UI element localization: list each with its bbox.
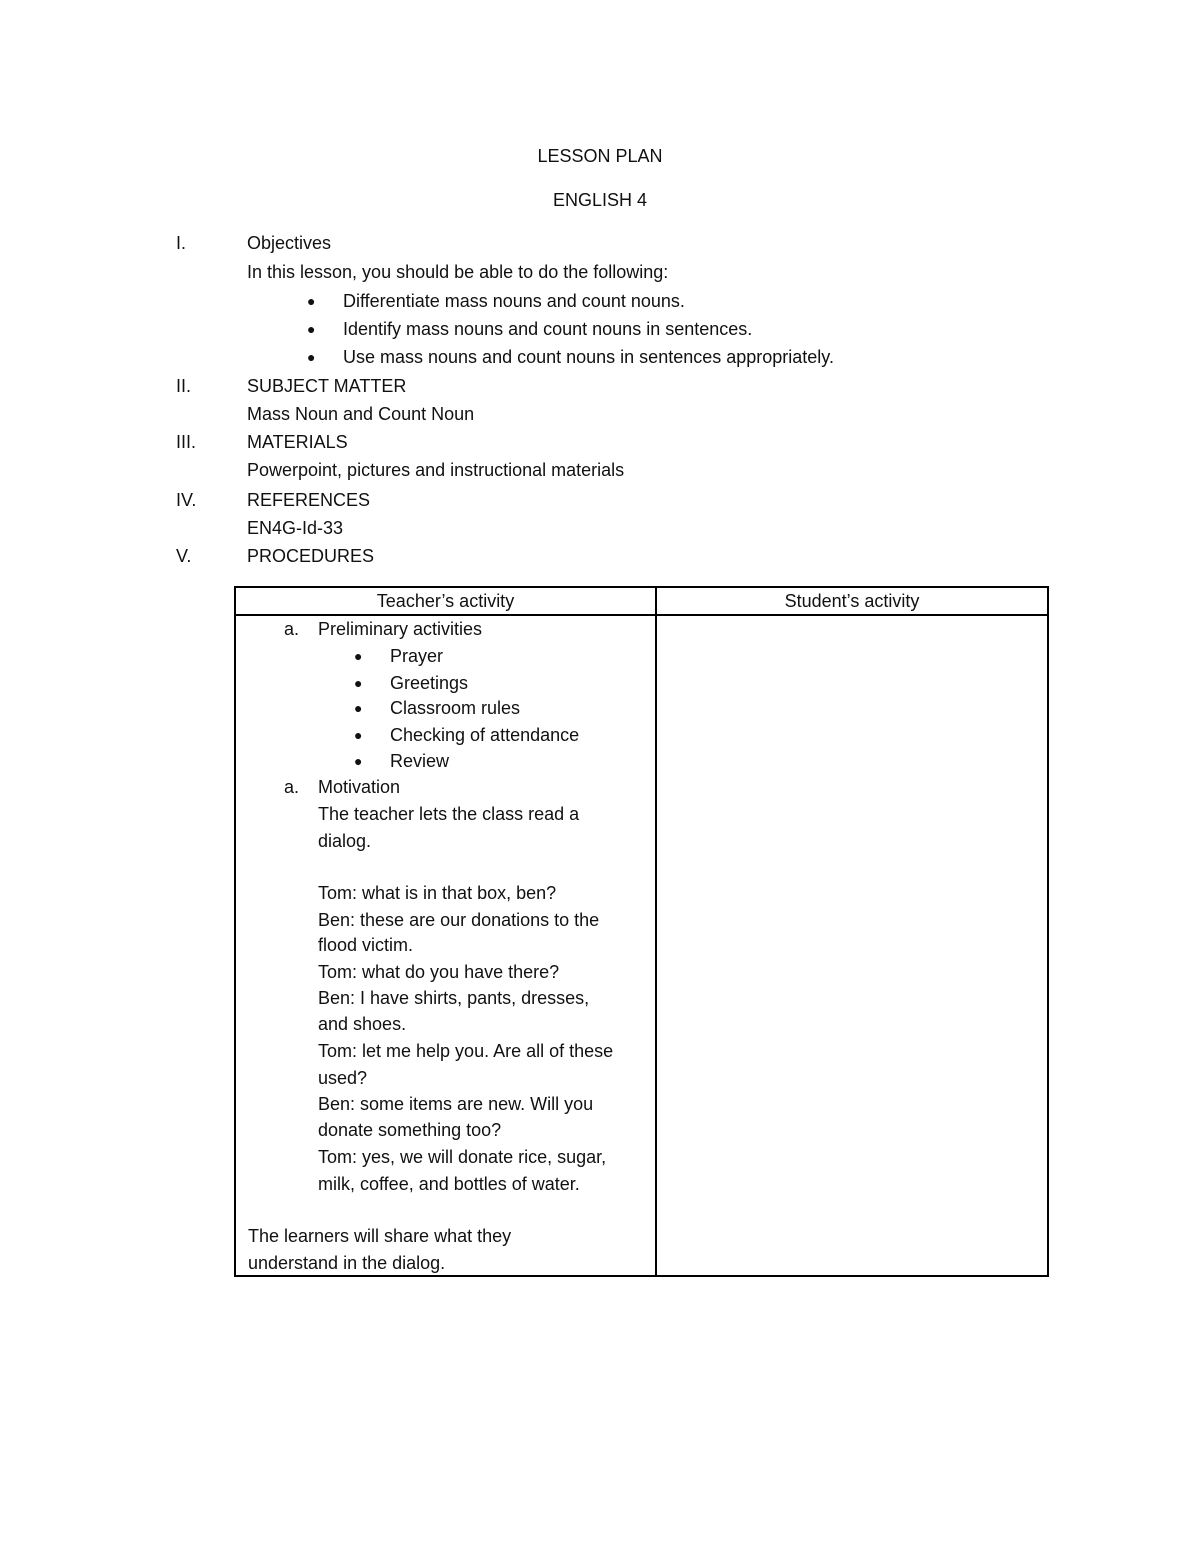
list-item: ● Review <box>354 751 450 771</box>
dialog-line: Tom: let me help you. Are all of these <box>318 1041 614 1061</box>
bullet-icon: ● <box>307 293 316 309</box>
section-number: II. <box>176 376 192 396</box>
list-item: ● Prayer <box>354 646 444 666</box>
section-number: I. <box>176 233 187 253</box>
bullet-icon: ● <box>354 648 363 664</box>
preliminary-activities-label: Preliminary activities <box>318 619 483 639</box>
table-header-row <box>235 587 1048 615</box>
bullet-icon: ● <box>307 321 316 337</box>
procedures-table <box>234 586 1049 1277</box>
dialog-line: donate something too? <box>318 1120 502 1140</box>
dialog-line: Tom: what do you have there? <box>318 962 560 982</box>
dialog-line: Ben: I have shirts, pants, dresses, <box>318 988 590 1008</box>
dialog-line: and shoes. <box>318 1014 407 1034</box>
objectives-heading: Objectives <box>247 233 332 253</box>
subject-matter-heading: SUBJECT MATTER <box>247 376 407 396</box>
bullet-icon: ● <box>354 753 363 769</box>
closing-line: understand in the dialog. <box>248 1253 446 1273</box>
dialog-line: dialog. <box>318 831 372 851</box>
bullet-icon: ● <box>354 700 363 716</box>
references-heading: REFERENCES <box>247 490 371 510</box>
list-item: ● Greetings <box>354 673 469 693</box>
bullet-icon: ● <box>354 675 363 691</box>
dialog-line: Ben: these are our donations to the <box>318 910 600 930</box>
section-number: V. <box>176 546 192 566</box>
objectives-intro: In this lesson, you should be able to do the following: <box>247 262 669 282</box>
dialog-line: Tom: what is in that box, ben? <box>318 883 557 903</box>
dialog-line: used? <box>318 1068 368 1088</box>
objective-item: ● Identify mass nouns and count nouns in sentences. <box>307 319 753 339</box>
procedures-heading: PROCEDURES <box>247 546 375 566</box>
list-marker: a. <box>284 619 300 639</box>
student-activity-cell <box>656 615 1048 1276</box>
motivation-label: Motivation <box>318 777 401 797</box>
section-number: III. <box>176 432 197 452</box>
list-item: ● Classroom rules <box>354 698 521 718</box>
bullet-icon: ● <box>354 727 363 743</box>
objective-item: ● Differentiate mass nouns and count nouns. <box>307 291 685 311</box>
dialog-line: milk, coffee, and bottles of water. <box>318 1174 580 1194</box>
dialog-line: Tom: yes, we will donate rice, sugar, <box>318 1147 607 1167</box>
bullet-icon: ● <box>307 349 316 365</box>
subject-matter-content: Mass Noun and Count Noun <box>247 404 475 424</box>
doc-title: LESSON PLAN <box>537 146 663 166</box>
teacher-activity-header: Teacher’s activity <box>235 587 656 615</box>
doc-subtitle: ENGLISH 4 <box>552 190 648 210</box>
list-item: ● Checking of attendance <box>354 725 580 745</box>
section-number: IV. <box>176 490 197 510</box>
materials-heading: MATERIALS <box>247 432 348 452</box>
references-content: EN4G-Id-33 <box>247 518 344 538</box>
student-activity-header: Student’s activity <box>656 587 1048 615</box>
closing-line: The learners will share what they <box>248 1226 512 1246</box>
dialog-line: The teacher lets the class read a <box>318 804 580 824</box>
teacher-activity-cell <box>235 615 656 1276</box>
materials-content: Powerpoint, pictures and instructional materials <box>247 460 625 480</box>
dialog-line: Ben: some items are new. Will you <box>318 1094 594 1114</box>
table-row <box>235 615 1048 1276</box>
dialog-line: flood victim. <box>318 935 414 955</box>
objective-item: ● Use mass nouns and count nouns in sentences appropriately. <box>307 347 834 367</box>
list-marker: a. <box>284 777 300 797</box>
